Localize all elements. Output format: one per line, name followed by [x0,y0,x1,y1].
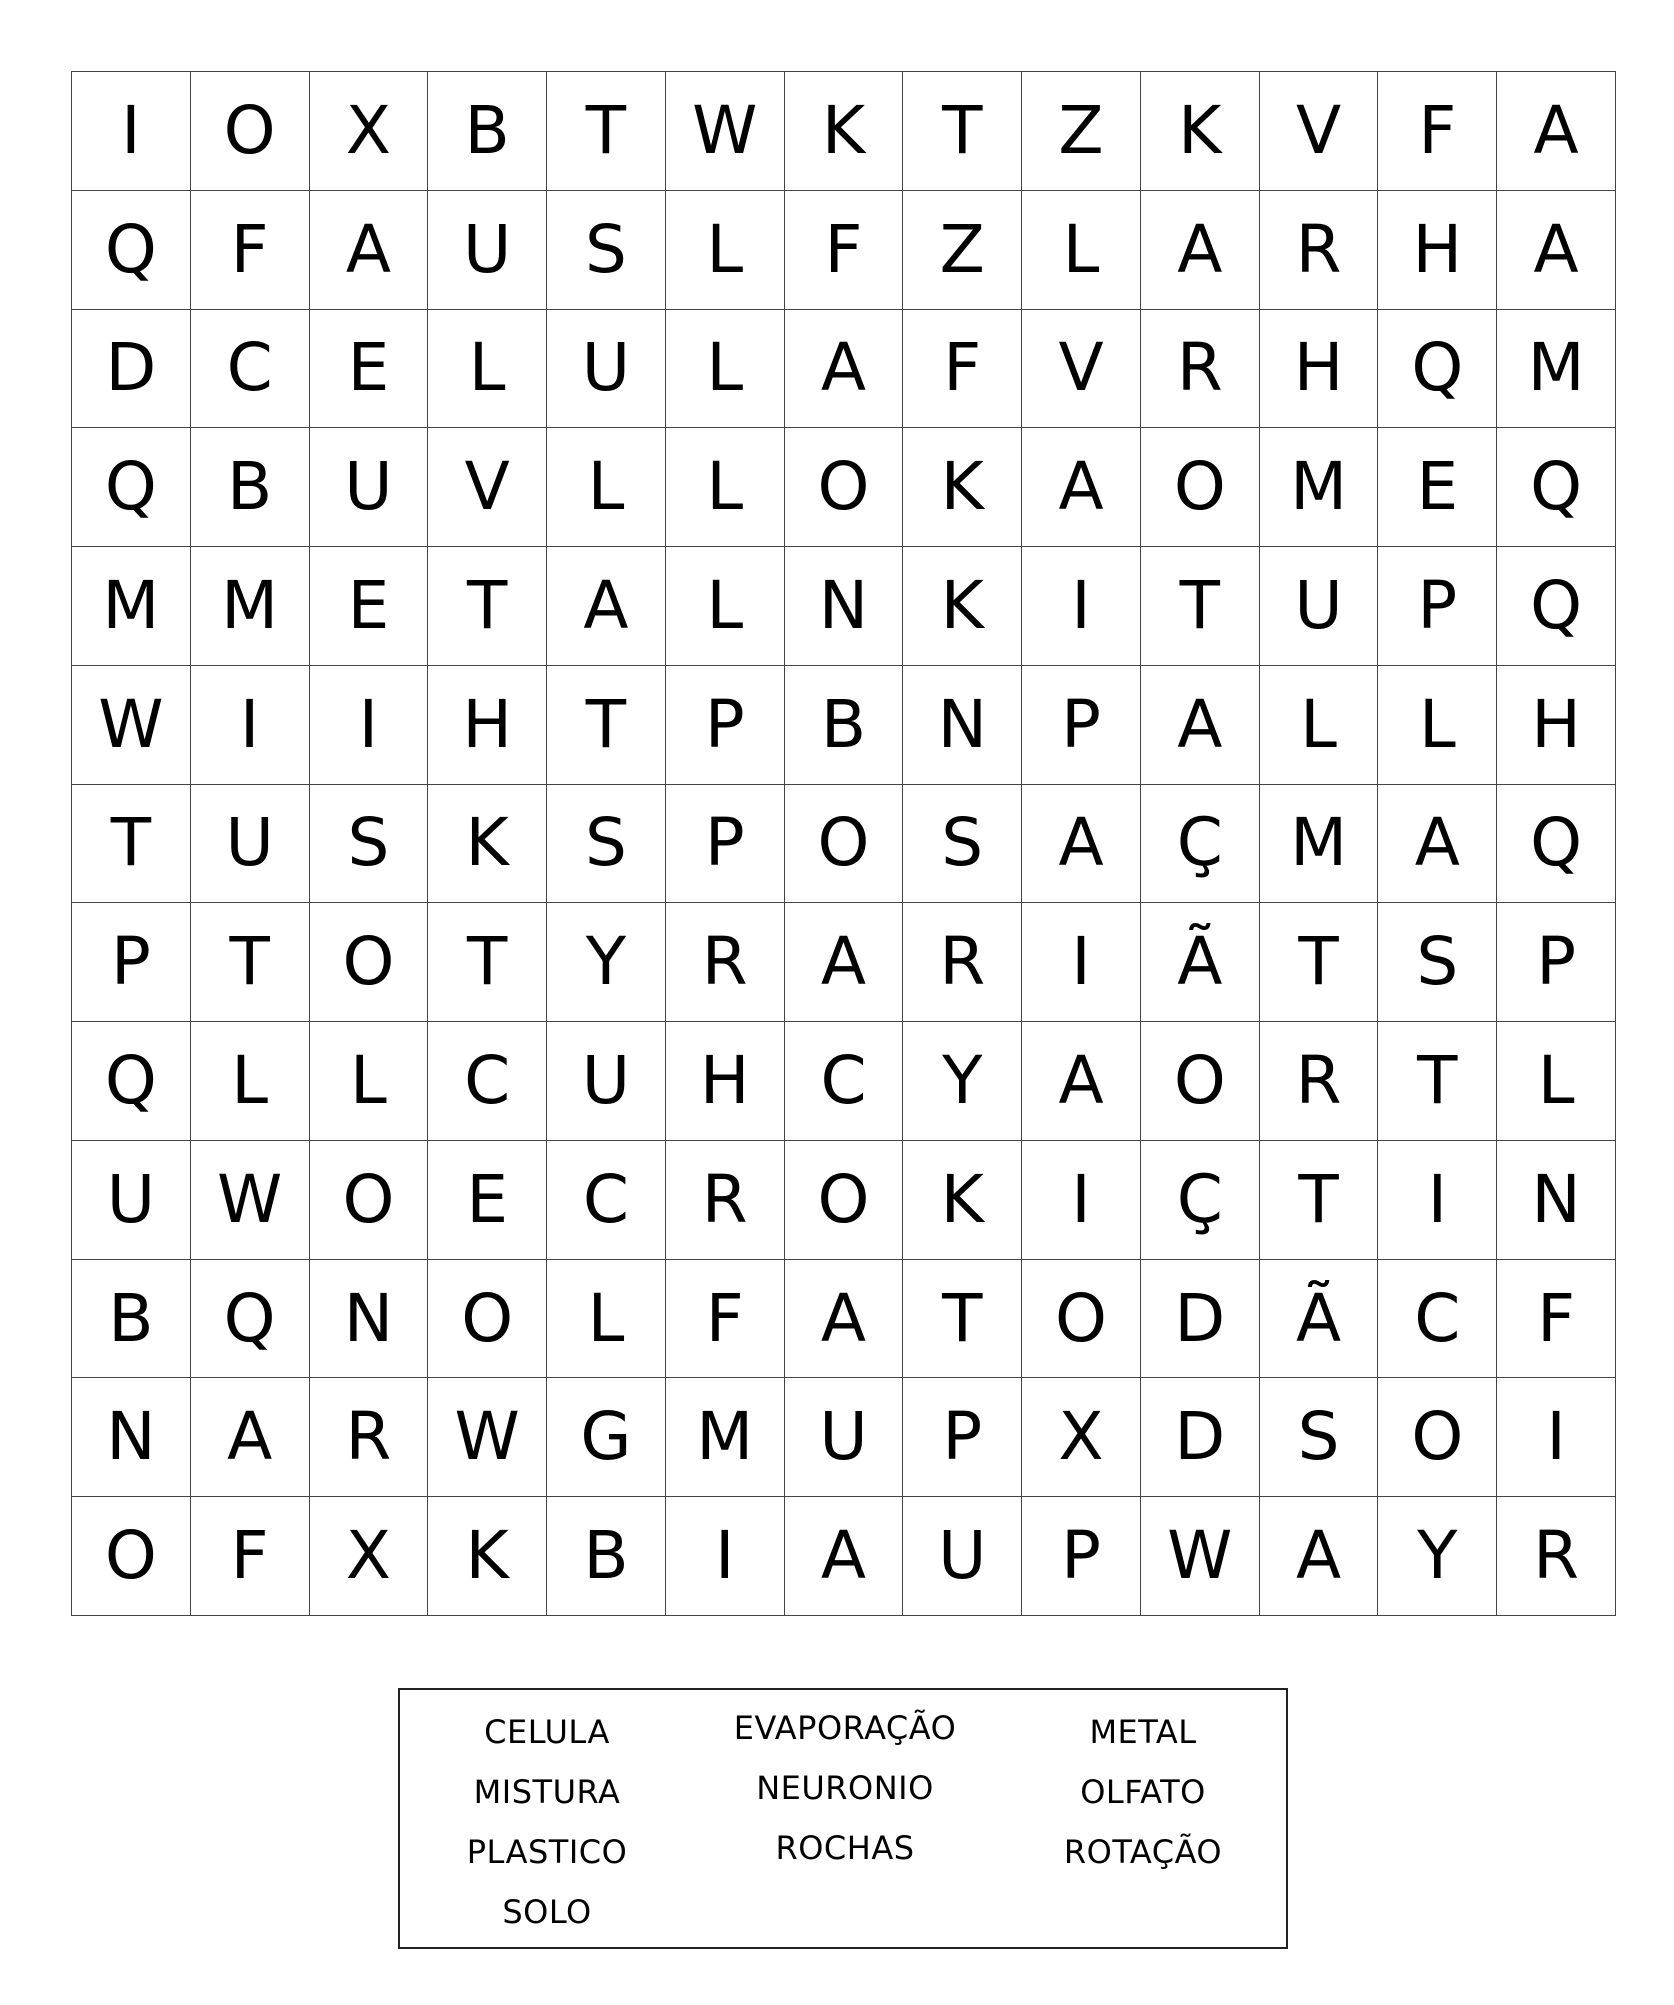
grid-cell[interactable]: L [1260,666,1379,785]
grid-cell[interactable]: A [1022,785,1141,904]
grid-cell[interactable]: C [547,1141,666,1260]
grid-cell[interactable]: I [191,666,310,785]
word-item: METAL [1089,1713,1197,1751]
grid-cell[interactable]: R [1141,310,1260,429]
grid-cell[interactable]: P [903,1378,1022,1497]
grid-cell[interactable]: R [310,1378,429,1497]
grid-cell[interactable]: A [547,547,666,666]
grid-cell[interactable]: N [903,666,1022,785]
grid-cell[interactable]: K [785,72,904,191]
grid-cell[interactable]: C [428,1022,547,1141]
grid-cell[interactable]: W [191,1141,310,1260]
grid-cell[interactable]: N [72,1378,191,1497]
grid-cell[interactable]: K [428,785,547,904]
word-item: EVAPORAÇÃO [733,1709,957,1747]
grid-cell[interactable]: O [1141,1022,1260,1141]
grid-cell[interactable]: Q [72,428,191,547]
grid-cell[interactable]: N [310,1260,429,1379]
grid-cell[interactable]: R [1497,1497,1616,1616]
grid-cell[interactable]: O [1378,1378,1497,1497]
grid-cell[interactable]: M [1497,310,1616,429]
word-list-box [398,1688,1288,1949]
grid-cell[interactable]: L [428,310,547,429]
grid-cell[interactable]: O [785,428,904,547]
grid-cell[interactable]: T [903,72,1022,191]
grid-cell[interactable]: K [903,428,1022,547]
grid-cell[interactable]: Q [1497,547,1616,666]
grid-cell[interactable]: I [1378,1141,1497,1260]
word-list-column-2 [720,1708,970,1868]
grid-cell[interactable]: M [666,1378,785,1497]
grid-cell[interactable]: T [903,1260,1022,1379]
grid-cell[interactable]: E [428,1141,547,1260]
grid-cell[interactable]: U [428,191,547,310]
grid-cell[interactable]: D [1141,1260,1260,1379]
grid-cell[interactable]: A [1260,1497,1379,1616]
grid-cell[interactable]: A [785,1497,904,1616]
grid-cell[interactable]: E [310,547,429,666]
grid-cell[interactable]: T [547,666,666,785]
grid-cell[interactable]: O [310,1141,429,1260]
grid-cell[interactable]: Q [1378,310,1497,429]
grid-cell[interactable]: I [310,666,429,785]
grid-cell[interactable]: X [1022,1378,1141,1497]
grid-cell[interactable]: F [1378,72,1497,191]
grid-cell[interactable]: E [310,310,429,429]
grid-cell[interactable]: U [1260,547,1379,666]
word-item: PLASTICO [466,1833,628,1871]
grid-cell[interactable]: F [1497,1260,1616,1379]
grid-cell[interactable]: B [72,1260,191,1379]
grid-cell[interactable]: O [310,903,429,1022]
grid-cell[interactable]: Y [547,903,666,1022]
grid-cell[interactable]: R [903,903,1022,1022]
grid-cell[interactable]: Q [1497,785,1616,904]
grid-cell[interactable]: T [1260,1141,1379,1260]
grid-cell[interactable]: Ç [1141,1141,1260,1260]
grid-cell[interactable]: Q [191,1260,310,1379]
grid-cell[interactable]: Ã [1260,1260,1379,1379]
grid-cell[interactable]: Y [1378,1497,1497,1616]
grid-cell[interactable]: W [72,666,191,785]
grid-cell[interactable]: L [191,1022,310,1141]
grid-cell[interactable]: P [72,903,191,1022]
grid-cell[interactable]: M [1260,428,1379,547]
grid-cell[interactable]: O [191,72,310,191]
grid-cell[interactable]: F [903,310,1022,429]
grid-cell[interactable]: A [310,191,429,310]
grid-cell[interactable]: L [666,310,785,429]
word-item: SOLO [502,1893,592,1931]
grid-cell[interactable]: I [1022,1141,1141,1260]
grid-cell[interactable]: Ã [1141,903,1260,1022]
grid-cell[interactable]: X [310,1497,429,1616]
grid-cell[interactable]: V [1260,72,1379,191]
grid-cell[interactable]: W [428,1378,547,1497]
grid-cell[interactable]: L [1378,666,1497,785]
grid-cell[interactable]: B [191,428,310,547]
grid-cell[interactable]: P [666,785,785,904]
letter-grid [71,71,1616,1616]
grid-cell[interactable]: R [1260,191,1379,310]
grid-cell[interactable]: B [428,72,547,191]
grid-cell[interactable]: N [1497,1141,1616,1260]
grid-cell[interactable]: U [191,785,310,904]
grid-cell[interactable]: S [547,785,666,904]
grid-cell[interactable]: X [310,72,429,191]
grid-cell[interactable]: Z [903,191,1022,310]
grid-cell[interactable]: A [1378,785,1497,904]
grid-cell[interactable]: L [666,428,785,547]
grid-cell[interactable]: C [785,1022,904,1141]
grid-cell[interactable]: K [1141,72,1260,191]
grid-cell[interactable]: A [1497,191,1616,310]
grid-cell[interactable]: I [1497,1378,1616,1497]
grid-cell[interactable]: P [1022,666,1141,785]
grid-cell[interactable]: T [1260,903,1379,1022]
grid-cell[interactable]: L [1022,191,1141,310]
word-item: ROCHAS [775,1829,915,1867]
grid-cell[interactable]: A [785,1260,904,1379]
grid-cell[interactable]: A [785,310,904,429]
grid-cell[interactable]: H [666,1022,785,1141]
grid-cell[interactable]: T [428,903,547,1022]
grid-cell[interactable]: B [547,1497,666,1616]
grid-cell[interactable]: S [310,785,429,904]
grid-cell[interactable]: A [785,903,904,1022]
grid-cell[interactable]: P [1022,1497,1141,1616]
grid-cell[interactable]: L [310,1022,429,1141]
grid-cell[interactable]: G [547,1378,666,1497]
grid-cell[interactable]: U [547,310,666,429]
grid-cell[interactable]: I [72,72,191,191]
grid-cell[interactable]: T [72,785,191,904]
grid-cell[interactable]: H [1497,666,1616,785]
grid-cell[interactable]: A [1022,1022,1141,1141]
word-item: CELULA [484,1713,610,1751]
grid-cell[interactable]: F [666,1260,785,1379]
grid-cell[interactable]: B [785,666,904,785]
grid-cell[interactable]: K [903,1141,1022,1260]
grid-cell[interactable]: L [547,428,666,547]
grid-cell[interactable]: V [1022,310,1141,429]
grid-cell[interactable]: S [903,785,1022,904]
grid-cell[interactable]: H [428,666,547,785]
grid-cell[interactable]: F [785,191,904,310]
grid-cell[interactable]: C [191,310,310,429]
grid-cell[interactable]: S [547,191,666,310]
grid-cell[interactable]: Q [1497,428,1616,547]
grid-cell[interactable]: O [785,785,904,904]
grid-cell[interactable]: Q [72,1022,191,1141]
grid-cell[interactable]: M [1260,785,1379,904]
grid-cell[interactable]: O [428,1260,547,1379]
grid-cell[interactable]: F [191,191,310,310]
grid-cell[interactable]: O [1022,1260,1141,1379]
grid-cell[interactable]: O [1141,428,1260,547]
grid-cell[interactable]: L [666,547,785,666]
grid-cell[interactable]: P [666,666,785,785]
grid-cell[interactable]: A [1141,666,1260,785]
grid-cell[interactable]: T [547,72,666,191]
grid-cell[interactable]: Ç [1141,785,1260,904]
word-list-column-3 [1018,1712,1268,1872]
grid-cell[interactable]: L [547,1260,666,1379]
grid-cell[interactable]: O [72,1497,191,1616]
grid-cell[interactable]: U [785,1378,904,1497]
grid-cell[interactable]: K [428,1497,547,1616]
grid-cell[interactable]: I [1022,547,1141,666]
grid-cell[interactable]: R [666,903,785,1022]
grid-cell[interactable]: Z [1022,72,1141,191]
grid-cell[interactable]: T [428,547,547,666]
grid-cell[interactable]: P [1497,903,1616,1022]
grid-cell[interactable]: H [1260,310,1379,429]
grid-cell[interactable]: S [1378,903,1497,1022]
grid-cell[interactable]: C [1378,1260,1497,1379]
word-item: OLFATO [1080,1773,1206,1811]
grid-cell[interactable]: F [191,1497,310,1616]
grid-cell[interactable]: D [1141,1378,1260,1497]
grid-cell[interactable]: A [1022,428,1141,547]
word-item: ROTAÇÃO [1063,1833,1223,1871]
grid-cell[interactable]: I [666,1497,785,1616]
grid-cell[interactable]: O [785,1141,904,1260]
word-list-column-1 [422,1712,672,1932]
grid-cell[interactable]: U [72,1141,191,1260]
word-item: MISTURA [473,1773,621,1811]
grid-cell[interactable]: P [1378,547,1497,666]
grid-cell[interactable]: A [1141,191,1260,310]
grid-cell[interactable]: D [72,310,191,429]
grid-cell[interactable]: A [1497,72,1616,191]
grid-cell[interactable]: I [1022,903,1141,1022]
grid-cell[interactable]: N [785,547,904,666]
grid-cell[interactable]: U [903,1497,1022,1616]
grid-cell[interactable]: L [1497,1022,1616,1141]
grid-cell[interactable]: L [666,191,785,310]
grid-cell[interactable]: R [666,1141,785,1260]
grid-cell[interactable]: M [191,547,310,666]
grid-cell[interactable]: U [547,1022,666,1141]
grid-cell[interactable]: E [1378,428,1497,547]
grid-cell[interactable]: H [1378,191,1497,310]
grid-cell[interactable]: T [1378,1022,1497,1141]
grid-cell[interactable]: T [191,903,310,1022]
grid-cell[interactable]: W [1141,1497,1260,1616]
grid-cell[interactable]: M [72,547,191,666]
grid-cell[interactable]: Y [903,1022,1022,1141]
grid-cell[interactable]: A [191,1378,310,1497]
grid-cell[interactable]: T [1141,547,1260,666]
word-item: NEURONIO [756,1769,934,1807]
grid-cell[interactable]: W [666,72,785,191]
grid-cell[interactable]: U [310,428,429,547]
grid-cell[interactable]: S [1260,1378,1379,1497]
grid-cell[interactable]: V [428,428,547,547]
grid-cell[interactable]: R [1260,1022,1379,1141]
grid-cell[interactable]: Q [72,191,191,310]
grid-cell[interactable]: K [903,547,1022,666]
